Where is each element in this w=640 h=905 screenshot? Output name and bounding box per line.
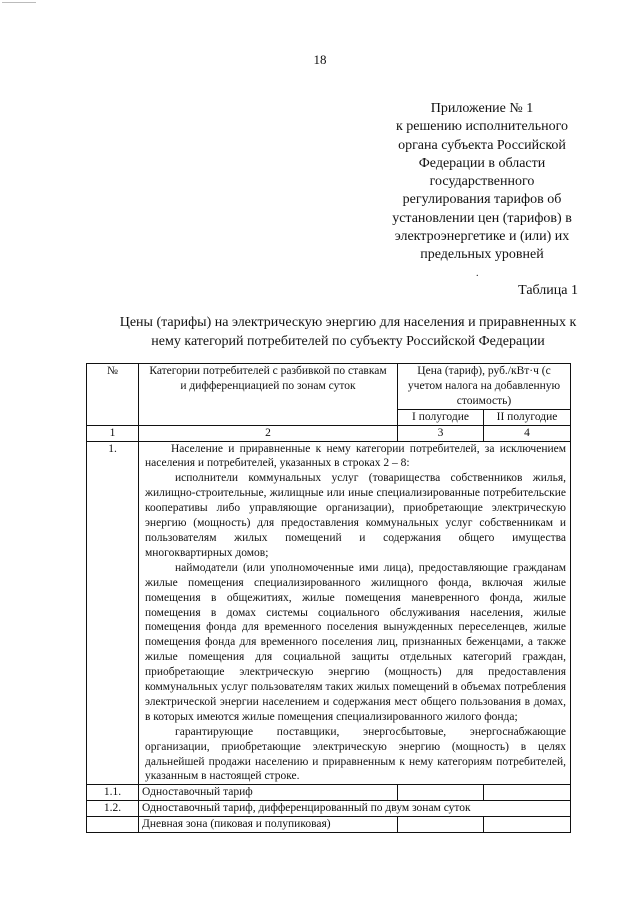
price-first-half — [398, 785, 484, 801]
table-row — [87, 441, 571, 785]
price-second-half — [484, 785, 571, 801]
appendix-line: Федерации в области — [418, 155, 546, 171]
appendix-line: предельных уровней — [420, 247, 544, 263]
header-category: Категории потребителей с разбивкой по ставкам и дифференциацией по зонам суток — [139, 364, 398, 426]
column-number: 2 — [139, 425, 398, 441]
description-paragraph: гарантирующие поставщики, энергосбытовые, энергоснабжающие организации, приобретающие электрическую энергию (мощность) в целях дальнейшей продажи населению и приравненным к нему категориям потребителей, указанным в настоящей строке. — [145, 725, 567, 783]
separator-dot: . — [476, 268, 479, 279]
row-number: 1. — [87, 441, 139, 785]
description-paragraph: исполнители коммунальных услуг (товарищества собственников жилья, жилищно-строительные, жилищные или иные специализированные потребительские кооперативы либо управляющие организации), приобретающие электрическую энергию (мощность) для предоставления коммунальных услуг собственникам и пользователям жилых помещений и содержания общего имущества многоквартирных домов; — [145, 472, 567, 559]
heading-line: Цены (тарифы) на электрическую энергию для населения и приравненных к — [119, 315, 577, 330]
column-number: 1 — [87, 425, 139, 441]
table-row — [87, 801, 571, 817]
description-paragraph: Население и приравненные к нему категории потребителей, за исключением населения и потребителей, указанных в строках 2 – 8: — [145, 442, 567, 470]
header-second-half: II полугодие — [484, 409, 571, 425]
table-label: Таблица 1 — [518, 283, 578, 298]
header-number: № — [87, 364, 139, 426]
appendix-line: электроэнергетике и (или) их — [394, 229, 570, 245]
appendix-line: установлении цен (тарифов) в — [392, 210, 572, 226]
appendix-line: Приложение № 1 — [430, 101, 534, 116]
price-second-half — [484, 817, 571, 833]
tariff-table — [86, 363, 571, 833]
appendix-block — [372, 100, 592, 265]
header-first-half: I полугодие — [398, 409, 484, 425]
row-label: Одноставочный тариф, дифференцированный по двум зонам суток — [139, 801, 571, 817]
row-description — [139, 441, 571, 785]
appendix-line: регулирования тарифов об — [402, 192, 562, 208]
row-number: 1.1. — [87, 785, 139, 801]
column-number: 4 — [484, 425, 571, 441]
column-number-row — [87, 425, 571, 441]
row-label: Дневная зона (пиковая и полупиковая) — [139, 817, 398, 833]
row-label: Одноставочный тариф — [139, 785, 398, 801]
column-number: 3 — [398, 425, 484, 441]
table-row — [87, 785, 571, 801]
page-number: 18 — [313, 52, 327, 67]
header-price: Цена (тариф), руб./кВт·ч (с учетом налога на добавленную стоимость) — [398, 364, 571, 410]
table-row — [87, 817, 571, 833]
appendix-line: государственного — [429, 174, 535, 190]
appendix-line: органа субъекта Российской — [398, 137, 566, 153]
scan-edge-mark — [2, 2, 36, 3]
description-paragraph: наймодатели (или уполномоченные ими лица), предоставляющие гражданам жилые помещения специализированного жилищного фонда, включая жилые помещения в общежитиях, жилые помещения маневренного фонда, жилые помещения в домах системы социального обслуживания населения, жилые помещения фонда для временного поселения вынужденных переселенцев, жилые помещения фонда для временного поселения лиц, признанных беженцами, а также жилые помещения для социальной защиты отдельных категорий граждан, приобретающие электрическую энергию (мощность) для предоставления коммунальных услуг пользователям таких жилых помещений в объемах потребления электрической энергии населением и содержания мест общего пользования в домах, в которых имеются жилые помещения специализированного жилого фонда; — [145, 561, 567, 723]
heading-line: нему категорий потребителей по субъекту Российской Федерации — [151, 334, 545, 349]
row-number — [87, 817, 139, 833]
row-number: 1.2. — [87, 801, 139, 817]
appendix-line: к решению исполнительного — [395, 119, 569, 135]
table-heading — [88, 313, 608, 351]
price-first-half — [398, 817, 484, 833]
